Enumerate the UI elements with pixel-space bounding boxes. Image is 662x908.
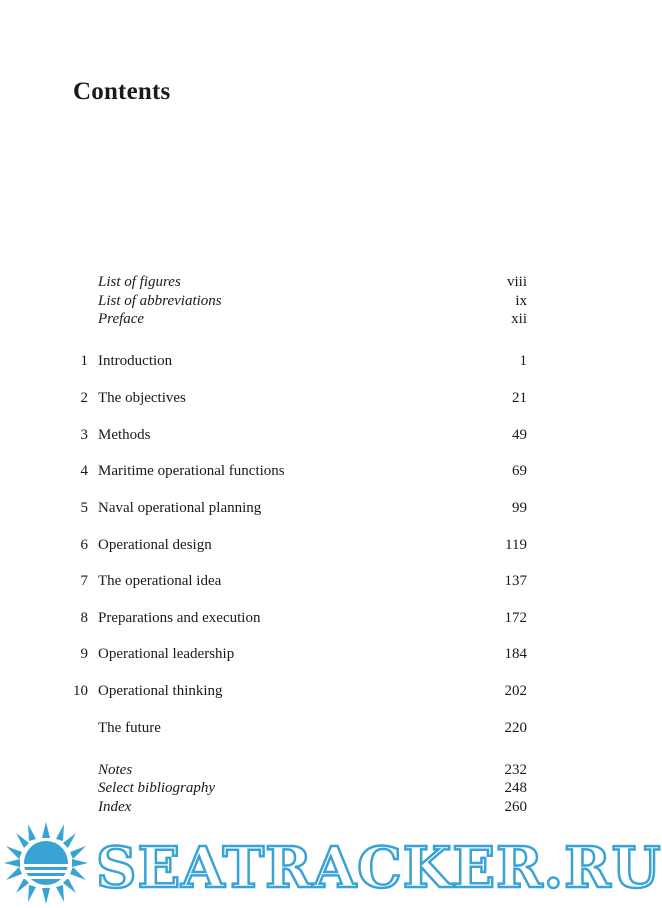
toc-entry-list-of-abbreviations[interactable] (0, 291, 602, 311)
toc-entry-select-bibliography[interactable] (0, 778, 602, 798)
toc-entry-notes[interactable] (0, 760, 602, 780)
toc-chapter-number: 2 (80, 390, 88, 406)
toc-chapter-9[interactable] (0, 644, 602, 664)
toc-chapter-number: 6 (80, 537, 88, 553)
toc-entry-list-of-figures[interactable] (0, 272, 602, 292)
toc-chapter-page: 21 (512, 390, 527, 406)
toc-chapter-title: The operational idea (98, 573, 222, 589)
toc-chapter-10[interactable] (0, 681, 602, 701)
toc-chapter-title: The objectives (98, 390, 186, 406)
toc-chapter-page: 172 (504, 610, 527, 626)
toc-entry-title: List of figures (98, 274, 181, 290)
toc-entry-page: xii (511, 311, 527, 327)
toc-chapter-title: Introduction (98, 353, 173, 369)
toc-chapter-1[interactable] (0, 351, 602, 371)
toc-entry-page: 232 (504, 762, 527, 778)
toc-entry-index[interactable] (0, 797, 602, 817)
toc-chapter-title: Operational leadership (98, 646, 235, 662)
toc-chapter-page: 1 (519, 353, 527, 369)
toc-chapter-number: 7 (80, 573, 88, 589)
toc-entry-title: Select bibliography (98, 780, 216, 796)
toc-chapter-page: 69 (512, 463, 527, 479)
toc-chapter-number: 5 (80, 500, 88, 516)
toc-chapter-title: Naval operational planning (98, 500, 262, 516)
toc-entry-page: 260 (504, 799, 527, 815)
toc-chapter-number: 4 (80, 463, 88, 479)
toc-entry-title: Notes (98, 762, 133, 778)
toc-chapter-number: 8 (80, 610, 88, 626)
toc-chapter-page: 99 (512, 500, 527, 516)
toc-chapter-page: 184 (504, 646, 527, 662)
watermark-text: SEATRACKER.RU (96, 835, 662, 901)
toc-chapter-page: 119 (505, 537, 527, 553)
toc-chapter-title: Methods (98, 427, 151, 443)
toc-chapter-the-future[interactable] (0, 718, 602, 738)
toc-chapter-title: Maritime operational functions (98, 463, 285, 479)
toc-chapter-number: 9 (80, 646, 88, 662)
toc-chapter-page: 220 (504, 720, 527, 736)
toc-chapter-title: Operational design (98, 537, 212, 553)
toc-chapter-2[interactable] (0, 388, 602, 408)
toc-entry-page: viii (506, 274, 527, 290)
toc-chapter-page: 137 (504, 573, 527, 589)
sun-icon (0, 818, 92, 908)
toc-entry-page: ix (515, 293, 527, 309)
toc-entry-preface[interactable] (0, 309, 602, 329)
toc-chapter-page: 49 (512, 427, 527, 443)
watermark (0, 818, 662, 908)
toc-entry-title: Preface (98, 311, 145, 327)
toc-chapter-title: Preparations and execution (98, 610, 261, 626)
toc-chapter-page: 202 (504, 683, 527, 699)
toc-chapter-8[interactable] (0, 608, 602, 628)
toc-entry-title: Index (98, 799, 132, 815)
toc-chapter-6[interactable] (0, 535, 602, 555)
toc-chapter-title: Operational thinking (98, 683, 223, 699)
page-title: Contents (73, 78, 171, 105)
toc-entry-page: 248 (504, 780, 527, 796)
toc-chapter-number: 10 (73, 683, 88, 699)
toc-chapter-title: The future (98, 720, 161, 736)
toc-chapter-5[interactable] (0, 498, 602, 518)
toc-chapter-4[interactable] (0, 461, 602, 481)
toc-entry-title: List of abbreviations (98, 293, 222, 309)
toc-chapter-3[interactable] (0, 425, 602, 445)
toc-chapter-number: 1 (80, 353, 88, 369)
toc-chapter-7[interactable] (0, 571, 602, 591)
toc-chapter-number: 3 (80, 427, 88, 443)
